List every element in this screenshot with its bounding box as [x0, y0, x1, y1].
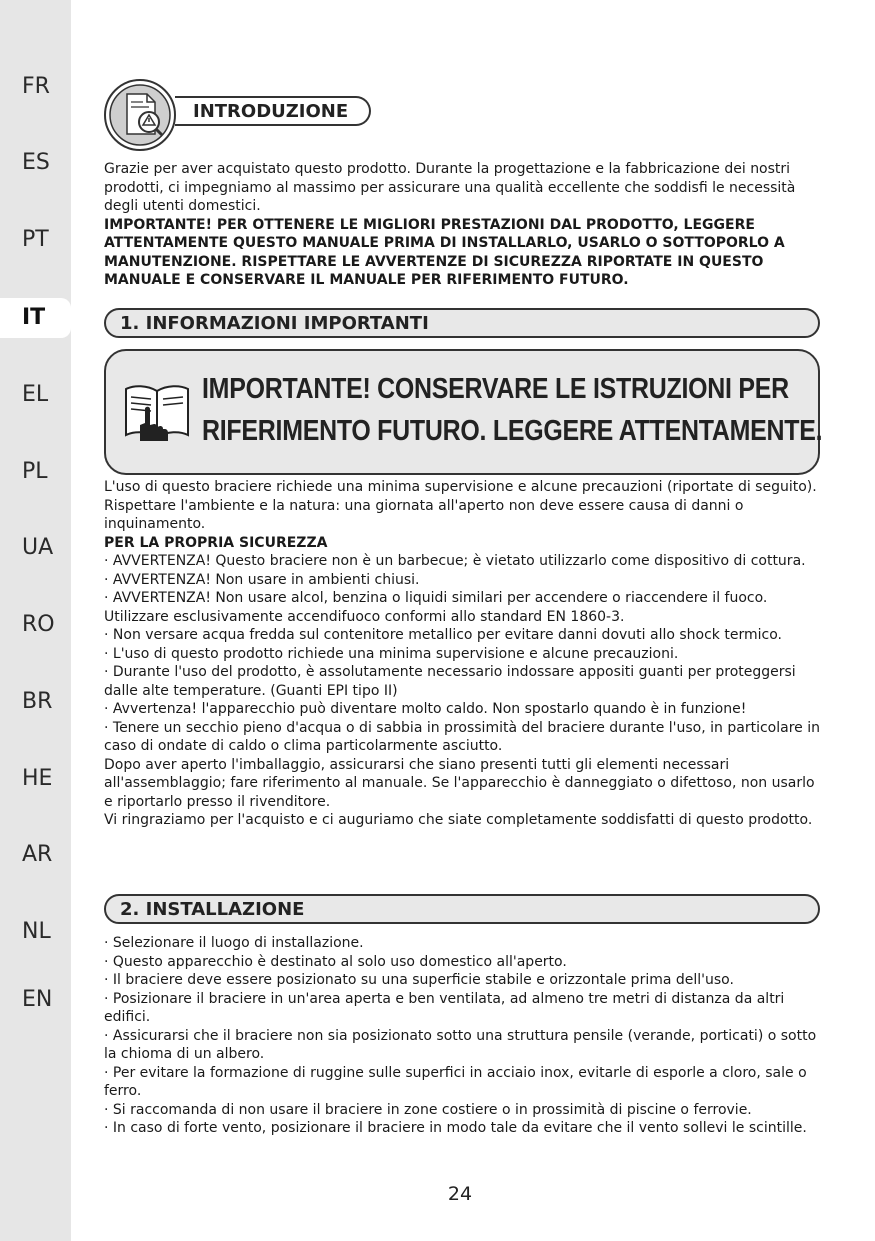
safety-item: · Avvertenza! l'apparecchio può diventare molto caldo. Non spostarlo quando è in funzione! — [104, 701, 747, 717]
important-warning-box — [104, 349, 823, 475]
safety-item: · AVVERTENZA! Non usare alcol, benzina o liquidi similari per accendere o riaccendere il fuoco. Utilizzare esclusivamente accendifuoco conformi allo standard EN 1860-3. — [104, 590, 768, 625]
section-1-body — [104, 478, 826, 830]
warning-line-2: RIFERIMENTO FUTURO. LEGGERE ATTENTAMENTE. — [202, 415, 823, 447]
intro-important-notice: IMPORTANTE! PER OTTENERE LE MIGLIORI PRESTAZIONI DAL PRODOTTO, LEGGERE ATTENTAMENTE QUESTO MANUALE PRIMA DI INSTALLARLO, USARLO O SOTTOPORLO A MANUTENZIONE. RISPETTARE LE AVVERTENZE DI SICUREZZA RIPORTATE IN QUESTO MANUALE E CONSERVARE IL MANUALE PER RIFERIMENTO FUTURO. — [104, 216, 785, 288]
installation-item: · Per evitare la formazione di ruggine sulle superfici in acciaio inox, evitarle di esporle a cloro, sale o ferro. — [104, 1064, 807, 1099]
section-2-body — [104, 934, 826, 1138]
safety-item: · AVVERTENZA! Questo braciere non è un barbecue; è vietato utilizzarlo come dispositivo di cottura. — [104, 553, 806, 569]
safety-heading: PER LA PROPRIA SICUREZZA — [104, 534, 328, 551]
lang-tab-es[interactable]: ES — [22, 150, 50, 175]
lang-tab-fr[interactable]: FR — [22, 74, 50, 99]
intro-paragraph: Grazie per aver acquistato questo prodotto. Durante la progettazione e la fabbricazione dei nostri prodotti, ci impegniamo al massimo per assicurare una qualità eccellente che soddisfi le necessità degli utenti domestici. — [104, 161, 796, 214]
installation-item: · Posizionare il braciere in un'area aperta e ben ventilata, ad almeno tre metri di distanza da altri edifici. — [104, 990, 785, 1025]
lang-tab-ar[interactable]: AR — [22, 842, 53, 867]
document-warning-magnifier-icon — [103, 78, 177, 152]
installation-item: · Si raccomanda di non usare il braciere in zone costiere o in prossimità di piscine o ferrovie. — [104, 1101, 752, 1118]
intro-body — [104, 160, 826, 290]
section-1-paragraph-4: Vi ringraziamo per l'acquisto e ci auguriamo che siate completamente soddisfatti di questo prodotto. — [104, 812, 813, 828]
section-1-header — [104, 308, 820, 338]
lang-tab-el[interactable]: EL — [22, 382, 49, 407]
section-1-title: 1. INFORMAZIONI IMPORTANTI — [120, 313, 429, 334]
section-2-header — [104, 894, 820, 924]
lang-tab-ua[interactable]: UA — [22, 535, 54, 560]
warning-line-1: IMPORTANTE! CONSERVARE LE ISTRUZIONI PER — [202, 373, 789, 405]
safety-item: · L'uso di questo prodotto richiede una minima supervisione e alcune precauzioni. — [104, 645, 679, 662]
intro-title-pill — [175, 96, 371, 126]
safety-item: · AVVERTENZA! Non usare in ambienti chiusi. — [104, 571, 420, 588]
lang-tab-br[interactable]: BR — [22, 689, 53, 714]
safety-item: · Tenere un secchio pieno d'acqua o di sabbia in prossimità del braciere durante l'uso, in particolare in caso di ondate di caldo o clima particolarmente asciutto. — [104, 719, 820, 754]
lang-tab-it-active[interactable]: IT — [0, 298, 71, 338]
section-2-title: 2. INSTALLAZIONE — [120, 899, 305, 920]
lang-tab-nl[interactable]: NL — [22, 919, 51, 944]
lang-tab-en[interactable]: EN — [22, 987, 53, 1012]
installation-item: · Assicurarsi che il braciere non sia posizionato sotto una struttura pensile (verande, porticati) o sotto la chioma di un albero. — [104, 1027, 817, 1062]
installation-item: · In caso di forte vento, posizionare il braciere in modo tale da evitare che il vento sollevi le scintille. — [104, 1120, 807, 1136]
section-1-paragraph-3: Dopo aver aperto l'imballaggio, assicurarsi che siano presenti tutti gli elementi necessari all'assemblaggio; fare riferimento al manuale. Se l'apparecchio è danneggiato o difettoso, non usarlo e riportarlo presso il rivenditore. — [104, 756, 815, 810]
section-1-paragraph-1: L'uso di questo braciere richiede una minima supervisione e alcune precauzioni (riportate di seguito). — [104, 479, 817, 495]
installation-item: · Questo apparecchio è destinato al solo uso domestico all'aperto. — [104, 953, 567, 970]
safety-item: · Durante l'uso del prodotto, è assolutamente necessario indossare appositi guanti per proteggersi dalle alte temperature. (Guanti EPI tipo II) — [104, 664, 796, 699]
section-1-paragraph-2: Rispettare l'ambiente e la natura: una giornata all'aperto non deve essere causa di danni o inquinamento. — [104, 497, 744, 532]
lang-tab-he[interactable]: HE — [22, 766, 53, 791]
installation-item: · Il braciere deve essere posizionato su una superficie stabile e orizzontale prima dell'uso. — [104, 972, 734, 988]
lang-tab-ro[interactable]: RO — [22, 612, 55, 637]
manual-reading-hand-icon — [122, 381, 192, 445]
lang-tab-pt[interactable]: PT — [22, 227, 49, 252]
lang-tab-pl[interactable]: PL — [22, 459, 48, 484]
safety-item: · Non versare acqua fredda sul contenitore metallico per evitare danni dovuti allo shock termico. — [104, 627, 782, 643]
language-sidebar — [0, 0, 71, 1241]
installation-item: · Selezionare il luogo di installazione. — [104, 935, 364, 951]
page-number: 24 — [447, 1183, 473, 1205]
intro-title: INTRODUZIONE — [193, 101, 349, 122]
